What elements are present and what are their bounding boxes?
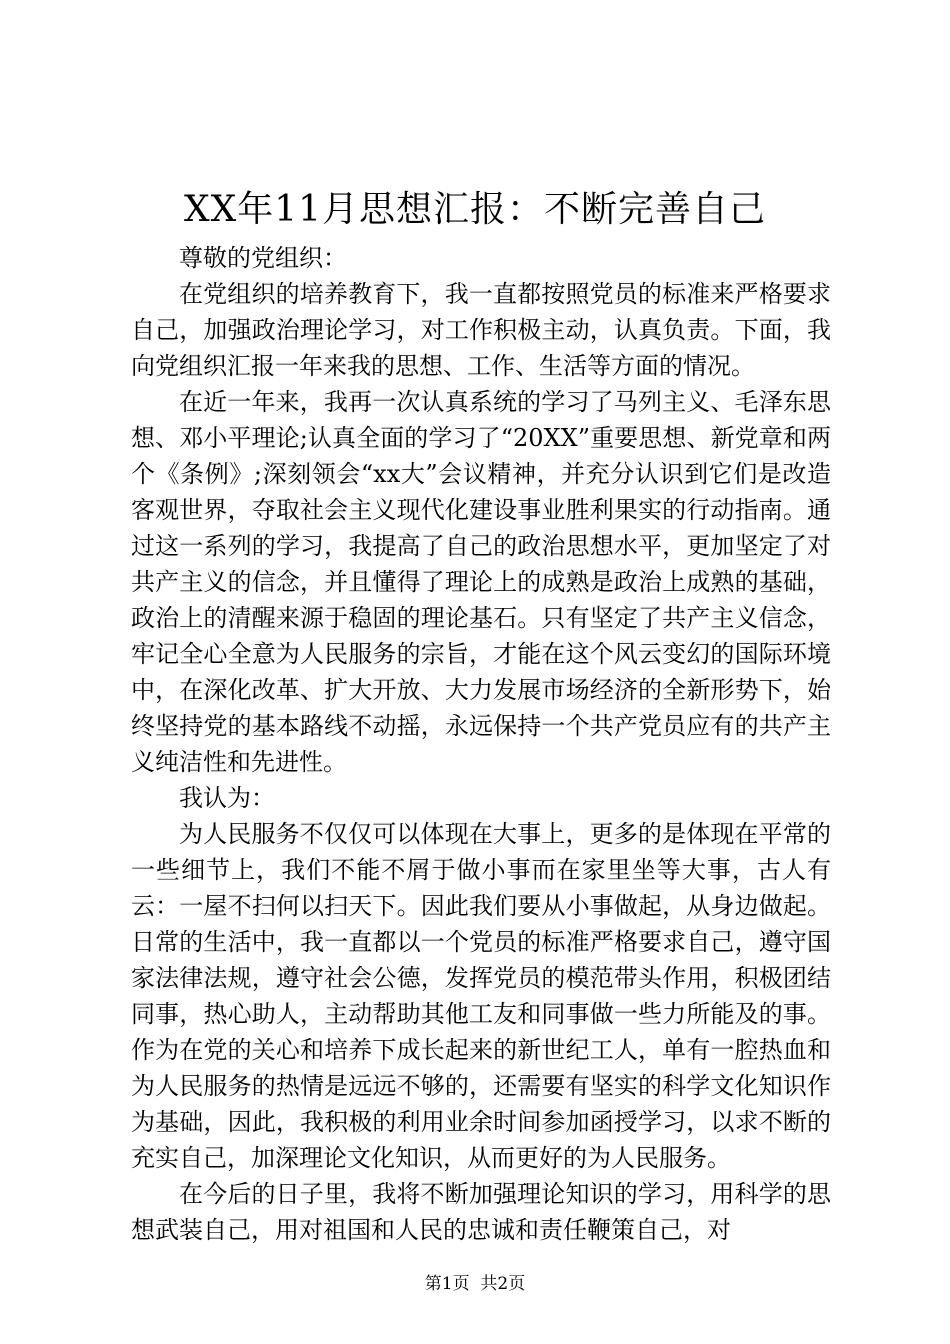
paragraph-5: 在今后的日子里，我将不断加强理论知识的学习，用科学的思想武装自己，用对祖国和人民的忠诚和责任鞭策自己，对: [131, 1180, 831, 1244]
page-number: 第1页: [424, 1274, 470, 1294]
paragraph-1: 在党组织的培养教育下，我一直都按照党员的标准来严格要求自己，加强政治理论学习，对工作积极主动，认真负责。下面，我向党组织汇报一年来我的思想、工作、生活等方面的情况。: [131, 280, 831, 380]
document-title: XX年11月思想汇报：不断完善自己: [183, 189, 767, 230]
salutation: 尊敬的党组织：: [179, 244, 347, 272]
page-footer: [0, 1272, 950, 1296]
paragraph-4: 为人民服务不仅仅可以体现在大事上，更多的是体现在平常的一些细节上，我们不能不屑于做小事而在家里坐等大事，古人有云：一屋不扫何以扫天下。因此我们要从小事做起，从身边做起。日常的生活中，我一直都以一个党员的标准严格要求自己，遵守国家法律法规，遵守社会公德，发挥党员的模范带头作用，积极团结同事，热心助人，主动帮助其他工友和同事做一些力所能及的事。作为在党的关心和培养下成长起来的新世纪工人，单有一腔热血和为人民服务的热情是远远不够的，还需要有坚实的科学文化知识作为基础，因此，我积极的利用业余时间参加函授学习，以求不断的充实自己，加深理论文化知识，从而更好的为人民服务。: [131, 820, 831, 1172]
page-total: 共2页: [480, 1274, 526, 1294]
document-body: [131, 240, 831, 1248]
paragraph-3: 我认为：: [179, 784, 275, 812]
footer-spacer: [470, 1274, 481, 1294]
paragraph-2: 在近一年来，我再一次认真系统的学习了马列主义、毛泽东思想、邓小平理论;认真全面的学习了“20XX”重要思想、新党章和两个《条例》;深刻领会“xx大”会议精神，并充分认识到它们是改造客观世界，夺取社会主义现代化建设事业胜利果实的行动指南。通过这一系列的学习，我提高了自己的政治思想水平，更加坚定了对共产主义的信念，并且懂得了理论上的成熟是政治上成熟的基础，政治上的清醒来源于稳固的理论基石。只有坚定了共产主义信念，牢记全心全意为人民服务的宗旨，才能在这个风云变幻的国际环境中，在深化改革、扩大开放、大力发展市场经济的全新形势下，始终坚持党的基本路线不动摇，永远保持一个共产党员应有的共产主义纯洁性和先进性。: [131, 388, 831, 776]
